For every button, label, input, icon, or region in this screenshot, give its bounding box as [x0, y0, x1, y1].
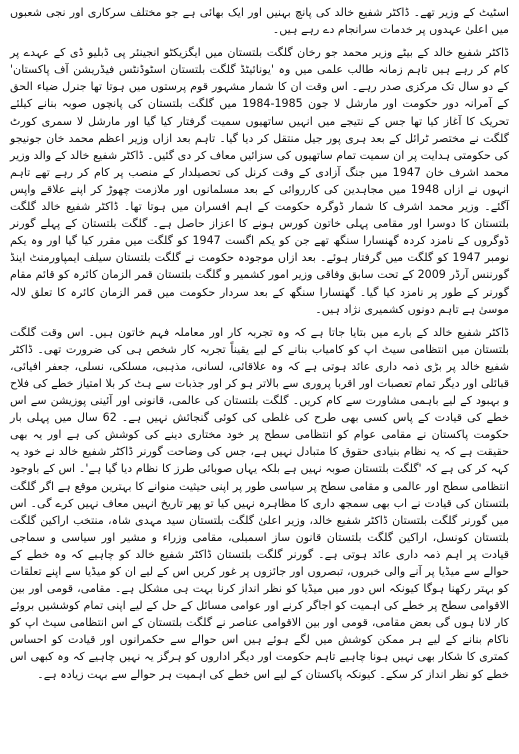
article-paragraph-1: اسٹیٹ کے وزیر تھے۔ ڈاکٹر شفیع خالد کی پانچ بہنیں اور ایک بھائی ہے جو مختلف سرکاری اور نجی شعبوں میں اعلیٰ عہدوں پر خدمات سرانجام دے رہے ہیں۔ — [10, 6, 509, 37]
article-paragraph-2: ڈاکٹر شفیع خالد کے بیٹے وزیر محمد جو رخان گلگت بلتستان میں ایگزیکٹو انجینئر پی ڈبلیو ڈی کے عہدے پر کام کر رہے ہیں تاہم زمانہ طالب علمی میں وہ 'یونائیٹڈ گلگت بلتستان اسٹوڈنٹس فیڈریشن آف پاکستان' کے دو سال تک مرکزی صدر رہے۔ اس وقت ان کا شمار مشہور قوم پرستوں میں ہوتا تھا جنرل ضیاء الحق کے آمرانہ دور حکومت اور مارشل لا جون 1985-1984 میں گلگت بلتستان کی پانچوں صوبہ بنانے کیلئے تحریک کا آغاز کیا تھا جس کے نتیجے میں انہیں ساتھیوں سمیت گرفتار کیا گیا اور مارشل لا سمری کورٹ گلگت نے مختصر ٹرائل کے بعد ہری پور جیل منتقل کر دیا گیا۔ تاہم بعد ازاں وزیر اعظم محمد خان جونیجو کی حکومتی ہدایت پر ان سمیت تمام ساتھیوں کی سزائیں معاف کر دی گئیں۔ ڈاکٹر شفیع خالد کے والد وزیر محمد اشرف خان 1947 میں جنگ آزادی کے وقت کرنل کی تحصیلدار کے منصب پر کام کر رہے تھے تاہم انہوں نے ازاں 1948 میں مجاہدین کی کارروائی کے بعد مسلمانوں اور ملازمت چھوڑ کر اپنے علاقے واپس آگئے۔ وزیر محمد اشرف کا شمار ڈوگرہ حکومت کے اہم افسران میں ہوتا تھا۔ ڈاکٹر شفیع خالد گلگت بلتستان کا دوسرا اور مقامی پہلی خاتون کورس ہونے کا اعزاز حاصل ہے۔ گلگت بلتستان کے پہلے گورنر ڈوگروں کے نامزد کردہ گھنسارا سنگھ تھے جن کو یکم اگست 1947 کو گلگت میں مقرر کیا گیا اور وہ یکم نومبر 1947 کو گلگت میں گرفتار ہوئے۔ بعد ازاں موجودہ حکومت نے گلگت بلتستان سیلف ایمپاورمنٹ اینڈ گورننس آرڈر 2009 کے تحت سابق وفاقی وزیر امور کشمیر و گلگت بلتستان قمر الزمان کائرہ کو قائم مقام گورنر کے طور پر نامزد کیا گیا۔ گھنسارا سنگھ کے بعد سردار حکومت میں قمر الزمان کائرہ کا تعلق لالہ موسیٰ ہے تاہم دونوں کشمیری نژاد ہیں۔ — [10, 46, 509, 316]
article-paragraph-3: ڈاکٹر شفیع خالد کے بارے میں بتایا جاتا ہے کہ وہ تجربہ کار اور معاملہ فہم خاتون ہیں۔ اس وقت گلگت بلتستان میں انتظامی سیٹ اپ کو کامیاب بنانے کے لیے یقیناً تجربہ کار شخص ہی کی ضرورت تھی۔ ڈاکٹر شفیع خالد پر بڑی ذمہ داری عائد ہوتی ہے کہ وہ علاقائی، لسانی، مذہبی، مسلکی، نسلی، جعفر افیائی، قبائلی اور دیگر تمام تعصبات اور اقربا پروری سے بالاتر ہو کر اور جذبات سے ہٹ کر بلا امتیاز خطے کی فلاح و بہبود کے لیے باہمی مشاورت سے کام کریں۔ گلگت بلتستان کی عالمی، قانونی اور آئینی پوزیشن سے اس خطے کی قیادت کے پاس کسی بھی طرح کی غلطی کی کوئی گنجائش نہیں ہے۔ 62 سال میں پہلی بار حکومت پاکستان نے مقامی عوام کو انتظامی سطح پر خود مختاری دینے کی کوشش کی ہے اور یہ بھی حقیقت ہے کہ یہ نظام بنیادی حقوق کا متبادل نہیں ہے، جس کی وضاحت گورنر ڈاکٹر شفیع خالد نے خود یہ کہہ کر کی ہے کہ 'گلگت بلتستان صوبہ نہیں ہے بلکہ یہاں صوبائی طرز کا نظام دیا گیا ہے'۔ اس کے باوجود انتظامی سطح اور عالمی و مقامی سطح پر سیاسی طور پر اپنی حیثیت منوانے کا بہترین موقع ہے اگر گلگت بلتستان کی قیادت نے اب بھی سمجھ داری کا مظاہرہ نہیں کیا تو پھر تاریخ انہیں معاف نہیں کرے گی۔ اس میں گورنر گلگت بلتستان ڈاکٹر شفیع خالد، وزیر اعلیٰ گلگت بلتستان سید مہدی شاہ، منتخب اراکین گلگت بلتستان کونسل، اراکین گلگت بلتستان قانون ساز اسمبلی، مقامی وزراء و مشیر اور سیاسی و سماجی قیادت پر اہم ذمہ داری عائد ہوتی ہے۔ گورنر گلگت بلتستان ڈاکٹر شفیع خالد کو چاہیے کہ وہ خطے کے حوالے سے میڈیا پر آنے والی خبروں، تبصروں اور جائزوں پر غور کریں اس کے لیے ان کو میڈیا سے اپنے تعلقات کو بہتر رکھنا ہوگا کیونکہ اس دور میں میڈیا کو نظر انداز کرنا بہت ہی مشکل ہے۔ مقامی، قومی اور بین الاقوامی سطح پر خطے کی اہمیت کو اجاگر کرنے اور عوامی مسائل کے حل کے لیے اپنی تمام کوششیں بروئے کار لانا ہوں گی بعض مقامی، قومی اور بین الاقوامی عناصر نے گلگت بلتستان کے اس انتظامی سیٹ اپ کو ناکام بنانے کے لیے ہر ممکن کوشش میں لگے ہوئے ہیں اس حوالے سے حکمرانوں اور قیادت کو احساس کمتری کا شکار بھی نہیں ہونا چاہیے تاہم حکومت اور دیگر اداروں کو ہرگز یہ نہیں چاہیے کہ وہ کبھی اس خطے کو نظر انداز کر سکے۔ کیونکہ پاکستان کے لیے اس خطے کی اہمیت ہر حوالے سے بہت زیادہ ہے۔ — [10, 325, 509, 681]
